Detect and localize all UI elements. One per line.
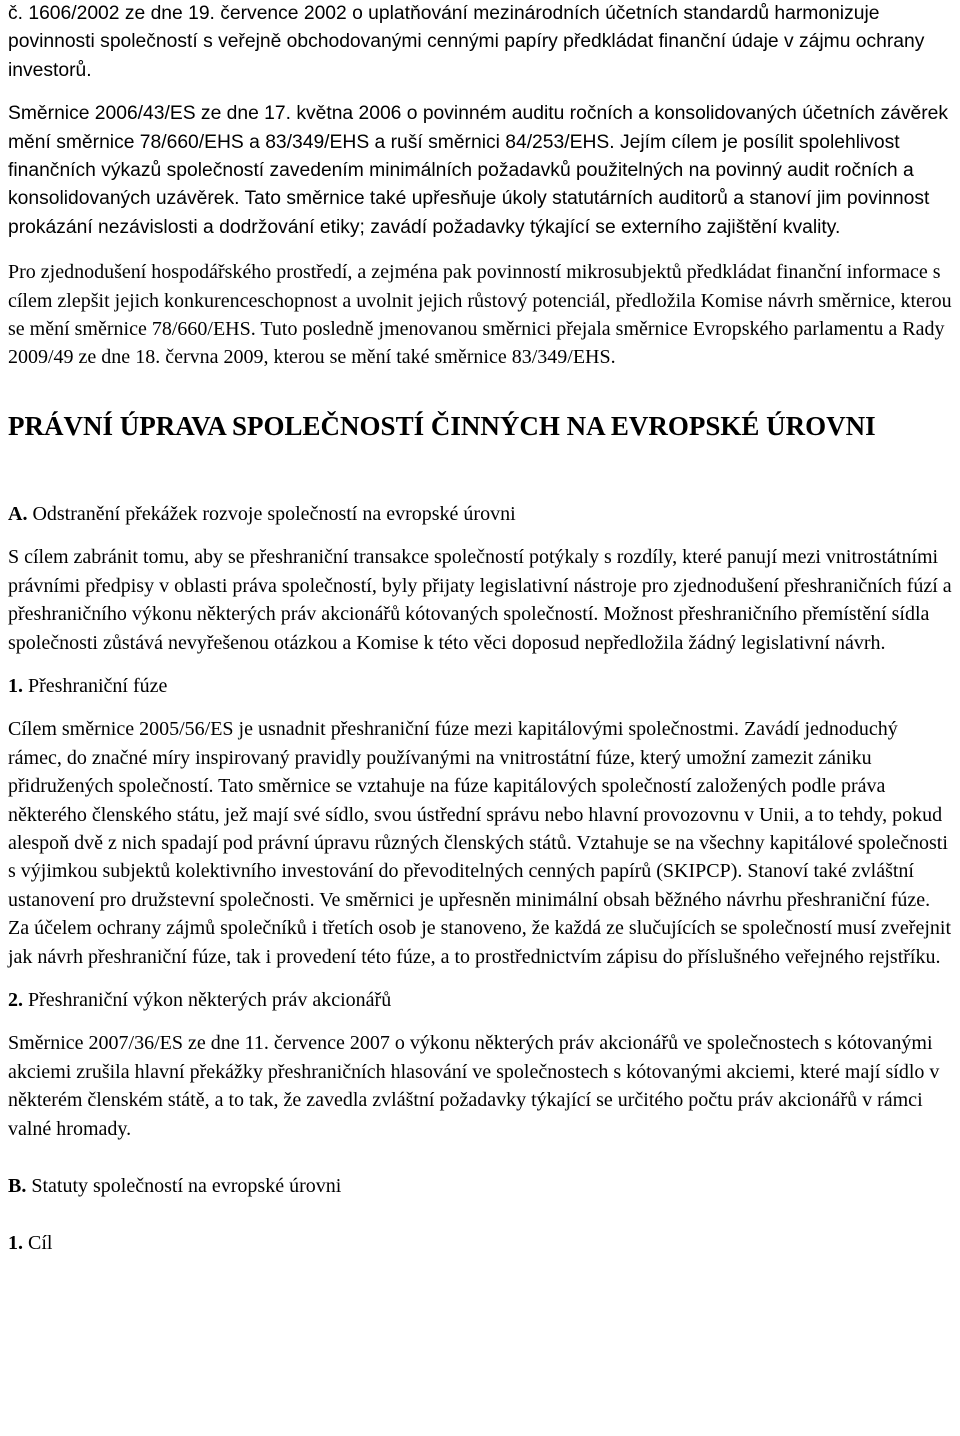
paragraph-cross-border-transactions — [8, 543, 952, 657]
subsection-goal-title — [8, 1229, 952, 1257]
paragraph-text: Směrnice 2007/36/ES ze dne 11. července 2007 o výkonu některých práv akcionářů ve společnostech s kótovanými akciemi zrušila hlavní překážky přeshraničních hlasování ve společnostech s kótovanými akciemi, které mají sídlo v některém členském státě, a to tak, že zavedla zvláštní požadavky týkající se určitého počtu práv akcionářů v rámci valné hromady. — [8, 1032, 940, 1140]
subsection-title-text: Cíl — [23, 1232, 53, 1255]
paragraph-microentities — [8, 258, 952, 372]
subsection-label: 1. — [8, 674, 23, 697]
paragraph-text: Jejím cílem je posílit spolehlivost finančních výkazů společností zavedením minimálních požadavků použitelných na povinný audit ročních a konsolidovaných uzávěrek. — [8, 131, 914, 210]
subsection-title-text: Přeshraniční výkon některých práv akcionářů — [23, 988, 392, 1011]
paragraph-text: Směrnice 2006/43/ES ze dne 17. května 2006 o povinném auditu ročních a konsolidovaných účetních závěrek mění směrnice 78/660/EHS a 83/349/EHS a ruší směrnici 84/253/EHS. — [8, 103, 949, 153]
section-heading: PRÁVNÍ ÚPRAVA SPOLEČNOSTÍ ČINNÝCH NA EVROPSKÉ ÚROVNI — [8, 410, 876, 441]
paragraph-cross-border-mergers — [8, 715, 952, 971]
paragraph-shareholder-rights — [8, 1029, 952, 1143]
paragraph-text: S cílem zabránit tomu, aby se přeshraniční transakce společností potýkaly s rozdíly, které panují mezi vnitrostátními právními předpisy v oblasti práva společností, byly přijaty legislativní nástroje pro zjednodušení přeshraničních fúzí a přeshraničního výkonu některých práv akcionářů kótovaných společností. Možnost přeshraničního přemístění sídla společnosti zůstává nevyřešenou otázkou a Komise k této věci doposud nepředložila žádný legislativní návrh. — [8, 546, 952, 654]
subsection-1-title — [8, 672, 952, 700]
subsection-title-text: Přeshraniční fúze — [23, 674, 168, 697]
subsection-2-title — [8, 986, 952, 1014]
paragraph-text: Pro zjednodušení hospodářského prostředí, a zejména pak povinností mikrosubjektů předkládat finanční informace s cílem zlepšit jejich konkurenceschopnost a uvolnit jejich růstový potenciál, předložila Komise návrh směrnice, kterou se mění směrnice 78/660/EHS. Tuto posledně jmenovanou směrnici přejala směrnice Evropského parlamentu a Rady 2009/49 ze dne 18. června 2009, kterou se mění také směrnice 83/349/EHS. — [8, 261, 952, 369]
section-b-title — [8, 1172, 952, 1200]
subsection-label: 2. — [8, 988, 23, 1011]
paragraph-text: Cílem směrnice 2005/56/ES je usnadnit přeshraniční fúze mezi kapitálovými společnostmi. Zavádí jednoduchý rámec, do značné míry inspirovaný pravidly používanými na vnitrostátní fúze, který umožní zamezit zániku přidružených společností. Tato směrnice se vztahuje na fúze kapitálových společností založených podle práva některého členského státu, jež mají své sídlo, svou ústřední správu nebo hlavní provozovnu v Unii, a to tehdy, pokud alespoň dvě z nich spadají pod právní úpravu různých členských států. Vztahuje se na všechny kapitálové společnosti s výjimkou subjektů kolektivního investování do převoditelných cenných papírů (SKIPCP). Stanoví také zvláštní ustanovení pro družstevní společnosti. Ve směrnici je upřesněn minimální obsah běžného návrhu přeshraniční fúze. Za účelem ochrany zájmů společníků i třetích osob je stanoveno, že každá ze slučujících se společností musí zveřejnit jak návrh přeshraniční fúze, tak i provedení této fúze, a to prostřednictvím zápisu do příslušného veřejného rejstříku. — [8, 718, 952, 968]
subsection-label: 1. — [8, 1232, 23, 1255]
paragraph-audit-directive — [8, 100, 952, 242]
section-label: A. — [8, 502, 28, 525]
section-a-title — [8, 500, 952, 528]
paragraph-ias-regulation — [8, 0, 952, 85]
section-title-text: Statuty společností na evropské úrovni — [26, 1175, 342, 1197]
paragraph-text: č. 1606/2002 ze dne 19. července 2002 o uplatňování mezinárodních účetních standardů harmonizuje povinnosti společností s veřejně obchodovanými cennými papíry předkládat finanční údaje v zájmu ochrany investorů. — [8, 3, 925, 81]
paragraph-text: Tato směrnice také upřesňuje úkoly statutárních auditorů a stanoví jim povinnost prokázání nezávislosti a dodržování etiky; zavádí požadavky týkající se externího zajištění kvality. — [8, 188, 930, 238]
section-title-text: Odstranění překážek rozvoje společností na evropské úrovni — [27, 502, 516, 525]
section-label: B. — [8, 1175, 27, 1197]
